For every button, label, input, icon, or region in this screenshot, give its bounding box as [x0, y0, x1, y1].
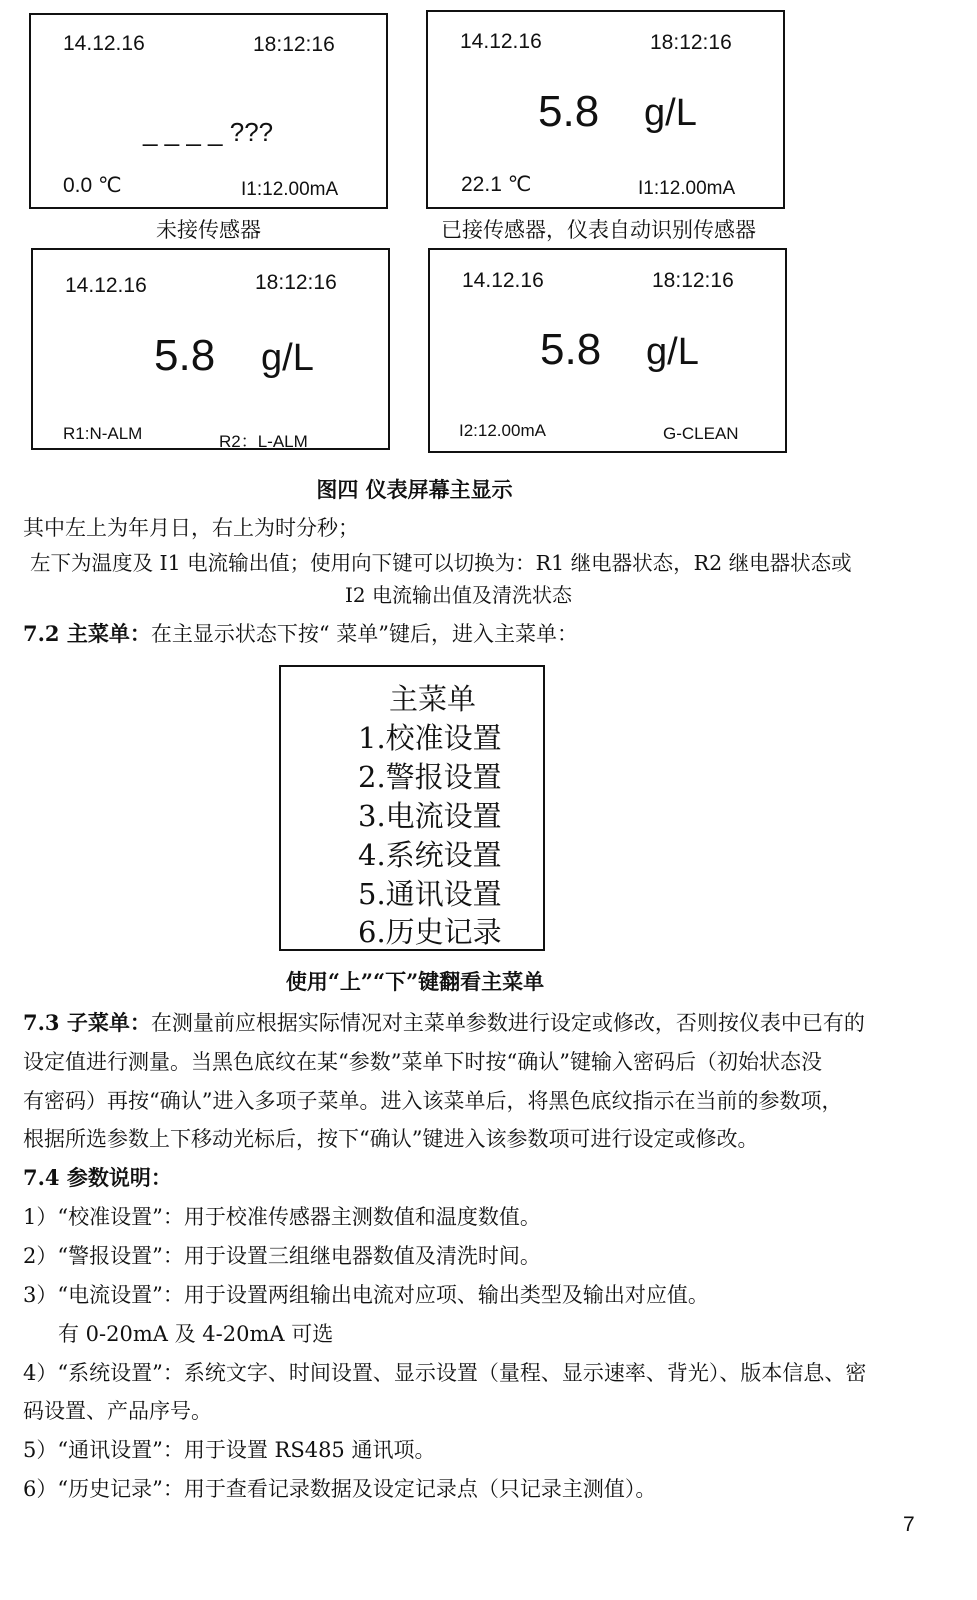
- screen-caption-sensor-connected: 已接传感器，仪表自动识别传感器: [441, 218, 756, 242]
- lcd-screen-relay-status: [31, 248, 390, 450]
- screen-date: 14.12.16: [460, 30, 542, 53]
- section-7-2-label: 7.2 主菜单：: [23, 621, 151, 646]
- param-line: 1）“校准设置”：用于校准传感器主测数值和温度数值。: [23, 1205, 541, 1229]
- section-7-3-label: 7.3 子菜单：: [23, 1010, 151, 1035]
- screen-time: 18:12:16: [255, 271, 337, 294]
- screen-main-value: 5.8: [538, 87, 600, 136]
- param-line: 4）“系统设置”：系统文字、时间设置、显示设置（量程、显示速率、背光）、版本信息、密: [23, 1361, 867, 1385]
- screen-main-value: _ _ _ _ ???: [143, 117, 274, 147]
- main-menu-caption: 使用“上”“下”键翻看主菜单: [285, 969, 545, 994]
- section-7-3-text: 在测量前应根据实际情况对主菜单参数进行设定或修改，否则按仪表中已有的: [150, 1011, 865, 1035]
- figure-caption: 图四 仪表屏幕主显示: [316, 477, 513, 502]
- section-7-3-line-1: [23, 1007, 865, 1037]
- screen-unit: g/L: [644, 92, 697, 134]
- section-7-3-line-4: 根据所选参数上下移动光标后，按下“确认”键进入该参数项可进行设定或修改。: [23, 1127, 759, 1151]
- main-menu-item: 2.警报设置: [358, 760, 502, 794]
- screen-bottom-right: R2：L-ALM: [219, 432, 308, 451]
- param-line: 2）“警报设置”：用于设置三组继电器数值及清洗时间。: [23, 1244, 541, 1268]
- lcd-screen-sensor-connected: [426, 10, 785, 209]
- screen-main-value: 5.8: [154, 331, 216, 380]
- section-7-4-label: 7.4 参数说明：: [23, 1165, 172, 1190]
- screen-bottom-left: 0.0 ℃: [63, 174, 122, 197]
- main-menu-screen: [279, 665, 545, 951]
- screen-bottom-right: I1:12.00mA: [241, 179, 339, 200]
- page-number: 7: [903, 1513, 915, 1536]
- param-line: 6）“历史记录”：用于查看记录数据及设定记录点（只记录主测值）。: [23, 1477, 657, 1501]
- section-7-3-line-3: 有密码）再按“确认”进入多项子菜单。进入该菜单后，将黑色底纹指示在当前的参数项，: [23, 1089, 843, 1113]
- param-line: 5）“通讯设置”：用于设置 RS485 通讯项。: [23, 1438, 436, 1462]
- screen-time: 18:12:16: [652, 269, 734, 292]
- screen-time: 18:12:16: [650, 31, 732, 54]
- param-line: 码设置、产品序号。: [23, 1399, 212, 1423]
- description-line-3: I2 电流输出值及清洗状态: [345, 583, 572, 607]
- screen-unit: g/L: [261, 337, 314, 379]
- screen-bottom-left: 22.1 ℃: [461, 173, 532, 196]
- screen-bottom-left: R1:N-ALM: [63, 424, 143, 443]
- screen-bottom-right: I1:12.00mA: [638, 178, 736, 199]
- section-7-2: [23, 618, 578, 648]
- section-7-3-line-2: 设定值进行测量。当黑色底纹在某“参数”菜单下时按“确认”键输入密码后（初始状态没: [23, 1050, 822, 1074]
- main-menu-title: 主菜单: [389, 682, 477, 716]
- screen-bottom-left: I2:12.00mA: [459, 421, 546, 440]
- description-line-2: 左下为温度及 I1 电流输出值；使用向下键可以切换为：R1 继电器状态，R2 继电器状态或: [30, 551, 852, 575]
- lcd-screen-clean-status: [428, 248, 787, 453]
- main-menu-item: 1.校准设置: [358, 721, 502, 755]
- screen-time: 18:12:16: [253, 33, 335, 56]
- main-menu-item: 6.历史记录: [358, 915, 502, 949]
- param-line: 3）“电流设置”：用于设置两组输出电流对应项、输出类型及输出对应值。: [23, 1283, 709, 1307]
- screen-date: 14.12.16: [65, 274, 147, 297]
- param-line: 有 0-20mA 及 4-20mA 可选: [58, 1322, 334, 1346]
- screen-unit: g/L: [646, 331, 699, 373]
- section-7-2-text: 在主显示状态下按“ 菜单”键后，进入主菜单：: [150, 622, 579, 646]
- screen-date: 14.12.16: [462, 269, 544, 292]
- main-menu-item: 5.通讯设置: [358, 877, 502, 911]
- lcd-screen-no-sensor: [29, 13, 388, 209]
- screen-date: 14.12.16: [63, 32, 145, 55]
- screen-caption-no-sensor: 未接传感器: [156, 218, 261, 242]
- main-menu-item: 4.系统设置: [358, 838, 502, 872]
- screen-main-value: 5.8: [540, 325, 602, 374]
- screen-bottom-right: G-CLEAN: [663, 424, 739, 443]
- main-menu-item: 3.电流设置: [358, 799, 502, 833]
- description-line-1: 其中左上为年月日，右上为时分秒；: [23, 516, 359, 540]
